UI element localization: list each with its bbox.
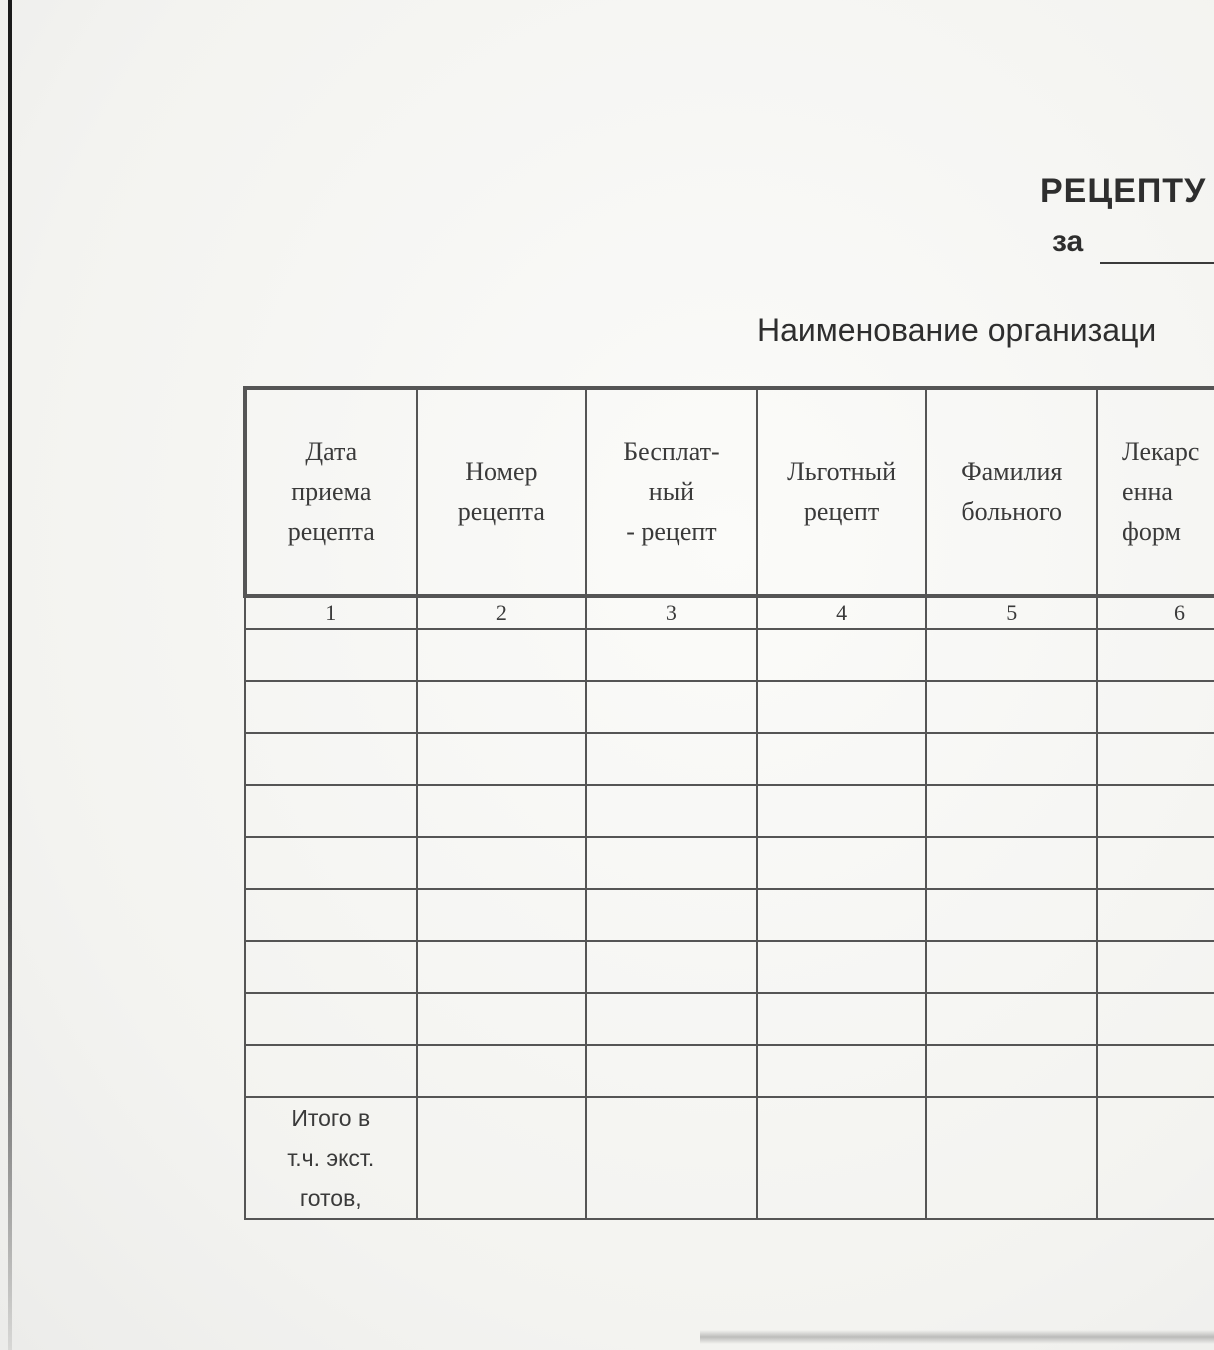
table-cell[interactable] bbox=[245, 837, 417, 889]
table-cell[interactable] bbox=[586, 1097, 757, 1219]
table-cell[interactable] bbox=[757, 629, 927, 681]
table-cell[interactable] bbox=[926, 993, 1097, 1045]
header-cell bbox=[1097, 388, 1214, 596]
table-cell[interactable] bbox=[586, 681, 757, 733]
table-cell[interactable] bbox=[1097, 733, 1214, 785]
table-cell[interactable] bbox=[1097, 941, 1214, 993]
header-text: Фамилия больного bbox=[961, 457, 1063, 526]
header-text: Бесплат- ный - рецепт bbox=[623, 437, 720, 546]
table-row bbox=[245, 785, 1214, 837]
table-row bbox=[245, 889, 1214, 941]
table-cell[interactable] bbox=[757, 941, 927, 993]
table-cell[interactable] bbox=[417, 681, 587, 733]
table-cell[interactable] bbox=[417, 889, 587, 941]
table-cell[interactable] bbox=[757, 1097, 927, 1219]
table-cell[interactable] bbox=[417, 1045, 587, 1097]
table-cell[interactable] bbox=[1097, 681, 1214, 733]
period-blank-line bbox=[1100, 262, 1214, 264]
table-cell[interactable] bbox=[417, 785, 587, 837]
table-row bbox=[245, 733, 1214, 785]
table-cell[interactable] bbox=[1097, 1045, 1214, 1097]
table-cell[interactable] bbox=[757, 733, 927, 785]
table-cell[interactable] bbox=[926, 1097, 1097, 1219]
table-cell[interactable] bbox=[1097, 785, 1214, 837]
table-cell[interactable] bbox=[926, 785, 1097, 837]
column-number-cell: 5 bbox=[926, 596, 1097, 629]
table-row bbox=[245, 629, 1214, 681]
column-number-cell: 3 bbox=[586, 596, 757, 629]
table-cell[interactable] bbox=[757, 681, 927, 733]
table-cell[interactable] bbox=[586, 837, 757, 889]
table-cell[interactable] bbox=[417, 733, 587, 785]
table-cell[interactable] bbox=[245, 629, 417, 681]
prescription-journal-table bbox=[243, 386, 1214, 1220]
table-cell[interactable] bbox=[417, 837, 587, 889]
table-cell[interactable] bbox=[417, 1097, 587, 1219]
table-cell[interactable] bbox=[586, 733, 757, 785]
table-cell[interactable] bbox=[757, 785, 927, 837]
table-cell[interactable] bbox=[757, 1045, 927, 1097]
table-cell[interactable] bbox=[586, 629, 757, 681]
table-cell[interactable] bbox=[757, 889, 927, 941]
header-row bbox=[245, 388, 1214, 596]
table-row bbox=[245, 993, 1214, 1045]
table-row bbox=[245, 941, 1214, 993]
table-cell[interactable] bbox=[1097, 889, 1214, 941]
table-cell[interactable] bbox=[586, 785, 757, 837]
table-cell[interactable] bbox=[926, 733, 1097, 785]
table-cell[interactable] bbox=[586, 993, 757, 1045]
header-cell bbox=[926, 388, 1097, 596]
table-cell[interactable] bbox=[1097, 837, 1214, 889]
column-number-row bbox=[245, 596, 1214, 629]
header-cell bbox=[586, 388, 757, 596]
table-cell[interactable] bbox=[1097, 1097, 1214, 1219]
table-cell[interactable] bbox=[245, 941, 417, 993]
column-number-cell: 6 bbox=[1097, 596, 1214, 629]
header-text: Льготный рецепт bbox=[787, 457, 896, 526]
organization-label: Наименование организаци bbox=[757, 312, 1157, 348]
header-cell bbox=[417, 388, 587, 596]
table-row bbox=[245, 837, 1214, 889]
document-title: РЕЦЕПТУ bbox=[1040, 172, 1207, 210]
total-label: Итого в т.ч. экст. готов, bbox=[287, 1105, 375, 1211]
table-cell[interactable] bbox=[417, 993, 587, 1045]
table-cell[interactable] bbox=[417, 629, 587, 681]
table-cell[interactable] bbox=[757, 993, 927, 1045]
page-fold-shadow bbox=[700, 1330, 1214, 1344]
table-cell[interactable] bbox=[1097, 993, 1214, 1045]
table-cell[interactable] bbox=[926, 941, 1097, 993]
header-cell bbox=[245, 388, 417, 596]
period-prefix: за bbox=[1052, 225, 1084, 258]
table-cell[interactable] bbox=[926, 681, 1097, 733]
table-cell[interactable] bbox=[245, 785, 417, 837]
binding-edge bbox=[8, 0, 12, 1350]
table-cell[interactable] bbox=[1097, 629, 1214, 681]
total-row bbox=[245, 1097, 1214, 1219]
table-cell[interactable] bbox=[586, 1045, 757, 1097]
table-row bbox=[245, 681, 1214, 733]
column-number-cell: 2 bbox=[417, 596, 587, 629]
table-cell[interactable] bbox=[926, 629, 1097, 681]
total-label-cell bbox=[245, 1097, 417, 1219]
table-cell[interactable] bbox=[245, 993, 417, 1045]
header-cell bbox=[757, 388, 927, 596]
column-number-cell: 4 bbox=[757, 596, 927, 629]
table-cell[interactable] bbox=[586, 941, 757, 993]
table-cell[interactable] bbox=[245, 1045, 417, 1097]
header-text: Лекарс енна форм bbox=[1122, 437, 1200, 546]
header-text: Номер рецепта bbox=[457, 457, 545, 526]
table-cell[interactable] bbox=[586, 889, 757, 941]
table-cell[interactable] bbox=[926, 889, 1097, 941]
table-cell[interactable] bbox=[245, 681, 417, 733]
table-cell[interactable] bbox=[757, 837, 927, 889]
table-cell[interactable] bbox=[417, 941, 587, 993]
table-cell[interactable] bbox=[245, 733, 417, 785]
table-cell[interactable] bbox=[926, 837, 1097, 889]
column-number-cell: 1 bbox=[245, 596, 417, 629]
table-row bbox=[245, 1045, 1214, 1097]
table-cell[interactable] bbox=[245, 889, 417, 941]
header-text: Дата приема рецепта bbox=[287, 437, 375, 546]
table-cell[interactable] bbox=[926, 1045, 1097, 1097]
